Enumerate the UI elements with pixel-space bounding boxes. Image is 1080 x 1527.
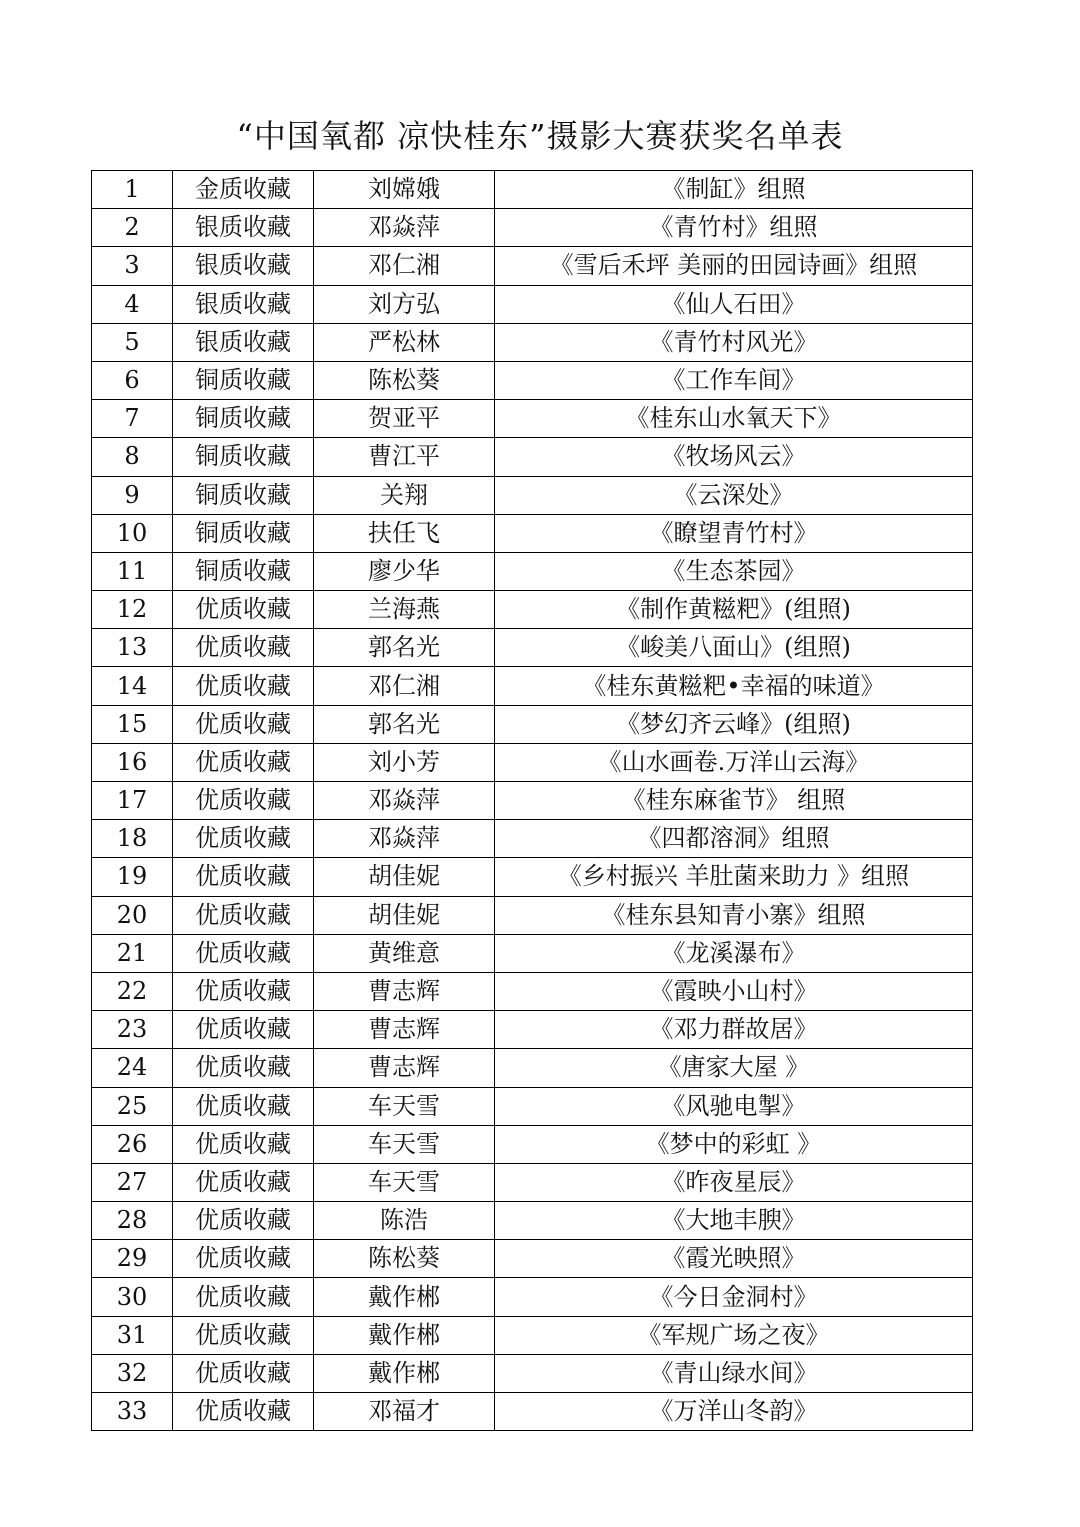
- cell-award-level: 银质收藏: [173, 209, 314, 247]
- table-row: [92, 285, 973, 323]
- table-row: [92, 820, 973, 858]
- cell-work-title: 《桂东麻雀节》 组照: [495, 782, 973, 820]
- cell-number: 14: [92, 667, 173, 705]
- cell-photographer: 刘嫦娥: [314, 171, 495, 209]
- cell-work-title: 《龙溪瀑布》: [495, 934, 973, 972]
- table-row: [92, 1011, 973, 1049]
- cell-award-level: 优质收藏: [173, 782, 314, 820]
- cell-work-title: 《仙人石田》: [495, 285, 973, 323]
- cell-photographer: 戴作郴: [314, 1316, 495, 1354]
- cell-work-title: 《牧场风云》: [495, 438, 973, 476]
- cell-award-level: 优质收藏: [173, 1011, 314, 1049]
- cell-award-level: 优质收藏: [173, 1316, 314, 1354]
- cell-work-title: 《青山绿水间》: [495, 1354, 973, 1392]
- table-row: [92, 1163, 973, 1201]
- cell-award-level: 银质收藏: [173, 247, 314, 285]
- cell-photographer: 邓焱萍: [314, 820, 495, 858]
- table-row: [92, 400, 973, 438]
- cell-work-title: 《军规广场之夜》: [495, 1316, 973, 1354]
- cell-photographer: 黄维意: [314, 934, 495, 972]
- cell-number: 25: [92, 1087, 173, 1125]
- cell-number: 24: [92, 1049, 173, 1087]
- cell-work-title: 《工作车间》: [495, 361, 973, 399]
- cell-photographer: 陈浩: [314, 1202, 495, 1240]
- cell-number: 9: [92, 476, 173, 514]
- table-row: [92, 896, 973, 934]
- cell-number: 26: [92, 1125, 173, 1163]
- cell-photographer: 邓仁湘: [314, 667, 495, 705]
- table-row: [92, 705, 973, 743]
- cell-work-title: 《梦幻齐云峰》(组照): [495, 705, 973, 743]
- cell-number: 19: [92, 858, 173, 896]
- cell-work-title: 《霞映小山村》: [495, 972, 973, 1010]
- cell-award-level: 优质收藏: [173, 743, 314, 781]
- cell-award-level: 优质收藏: [173, 705, 314, 743]
- cell-work-title: 《桂东山水氧天下》: [495, 400, 973, 438]
- cell-award-level: 银质收藏: [173, 323, 314, 361]
- cell-number: 21: [92, 934, 173, 972]
- table-row: [92, 171, 973, 209]
- cell-number: 3: [92, 247, 173, 285]
- cell-award-level: 铜质收藏: [173, 476, 314, 514]
- table-row: [92, 934, 973, 972]
- cell-photographer: 陈松葵: [314, 361, 495, 399]
- cell-work-title: 《桂东县知青小寨》组照: [495, 896, 973, 934]
- table-row: [92, 438, 973, 476]
- cell-photographer: 廖少华: [314, 552, 495, 590]
- cell-number: 11: [92, 552, 173, 590]
- cell-photographer: 陈松葵: [314, 1240, 495, 1278]
- cell-award-level: 铜质收藏: [173, 400, 314, 438]
- cell-award-level: 优质收藏: [173, 1354, 314, 1392]
- cell-work-title: 《桂东黄糍粑•幸福的味道》: [495, 667, 973, 705]
- table-row: [92, 514, 973, 552]
- table-row: [92, 247, 973, 285]
- cell-number: 31: [92, 1316, 173, 1354]
- cell-work-title: 《青竹村风光》: [495, 323, 973, 361]
- cell-photographer: 郭名光: [314, 705, 495, 743]
- table-row: [92, 1240, 973, 1278]
- cell-award-level: 优质收藏: [173, 1049, 314, 1087]
- table-row: [92, 476, 973, 514]
- cell-photographer: 胡佳妮: [314, 896, 495, 934]
- cell-photographer: 刘小芳: [314, 743, 495, 781]
- cell-photographer: 车天雪: [314, 1087, 495, 1125]
- cell-number: 12: [92, 591, 173, 629]
- cell-number: 13: [92, 629, 173, 667]
- cell-photographer: 贺亚平: [314, 400, 495, 438]
- cell-work-title: 《邓力群故居》: [495, 1011, 973, 1049]
- page-title: “中国氧都 凉快桂东”摄影大赛获奖名单表: [236, 117, 844, 155]
- cell-award-level: 优质收藏: [173, 972, 314, 1010]
- cell-award-level: 优质收藏: [173, 629, 314, 667]
- cell-photographer: 邓焱萍: [314, 209, 495, 247]
- table-row: [92, 209, 973, 247]
- cell-photographer: 邓仁湘: [314, 247, 495, 285]
- cell-work-title: 《四都溶洞》组照: [495, 820, 973, 858]
- cell-photographer: 曹志辉: [314, 1049, 495, 1087]
- cell-award-level: 优质收藏: [173, 1240, 314, 1278]
- cell-award-level: 优质收藏: [173, 667, 314, 705]
- cell-photographer: 胡佳妮: [314, 858, 495, 896]
- table-row: [92, 361, 973, 399]
- cell-number: 30: [92, 1278, 173, 1316]
- cell-number: 6: [92, 361, 173, 399]
- cell-number: 28: [92, 1202, 173, 1240]
- cell-award-level: 银质收藏: [173, 285, 314, 323]
- cell-work-title: 《峻美八面山》(组照): [495, 629, 973, 667]
- cell-award-level: 铜质收藏: [173, 514, 314, 552]
- cell-photographer: 兰海燕: [314, 591, 495, 629]
- cell-number: 5: [92, 323, 173, 361]
- cell-number: 22: [92, 972, 173, 1010]
- cell-number: 4: [92, 285, 173, 323]
- table-row: [92, 1354, 973, 1392]
- cell-number: 15: [92, 705, 173, 743]
- cell-number: 1: [92, 171, 173, 209]
- table-row: [92, 1278, 973, 1316]
- cell-award-level: 铜质收藏: [173, 438, 314, 476]
- cell-number: 20: [92, 896, 173, 934]
- cell-award-level: 优质收藏: [173, 896, 314, 934]
- table-row: [92, 1316, 973, 1354]
- cell-photographer: 车天雪: [314, 1163, 495, 1201]
- cell-work-title: 《生态茶园》: [495, 552, 973, 590]
- cell-work-title: 《雪后禾坪 美丽的田园诗画》组照: [495, 247, 973, 285]
- cell-work-title: 《万洋山冬韵》: [495, 1393, 973, 1431]
- cell-award-level: 优质收藏: [173, 591, 314, 629]
- table-row: [92, 323, 973, 361]
- cell-work-title: 《霞光映照》: [495, 1240, 973, 1278]
- cell-work-title: 《制缸》组照: [495, 171, 973, 209]
- cell-number: 16: [92, 743, 173, 781]
- cell-number: 29: [92, 1240, 173, 1278]
- cell-photographer: 车天雪: [314, 1125, 495, 1163]
- table-row: [92, 1202, 973, 1240]
- cell-award-level: 优质收藏: [173, 1202, 314, 1240]
- table-row: [92, 591, 973, 629]
- cell-photographer: 关翔: [314, 476, 495, 514]
- cell-photographer: 严松林: [314, 323, 495, 361]
- cell-photographer: 邓焱萍: [314, 782, 495, 820]
- table-row: [92, 1087, 973, 1125]
- cell-work-title: 《风驰电掣》: [495, 1087, 973, 1125]
- cell-award-level: 优质收藏: [173, 1163, 314, 1201]
- cell-photographer: 戴作郴: [314, 1278, 495, 1316]
- cell-work-title: 《云深处》: [495, 476, 973, 514]
- table-row: [92, 858, 973, 896]
- cell-award-level: 优质收藏: [173, 1278, 314, 1316]
- table-row: [92, 972, 973, 1010]
- awards-table-body: [92, 171, 973, 1431]
- cell-photographer: 郭名光: [314, 629, 495, 667]
- table-row: [92, 743, 973, 781]
- cell-award-level: 优质收藏: [173, 1125, 314, 1163]
- cell-work-title: 《瞭望青竹村》: [495, 514, 973, 552]
- table-row: [92, 629, 973, 667]
- cell-work-title: 《昨夜星辰》: [495, 1163, 973, 1201]
- cell-photographer: 邓福才: [314, 1393, 495, 1431]
- cell-number: 17: [92, 782, 173, 820]
- cell-number: 10: [92, 514, 173, 552]
- cell-work-title: 《梦中的彩虹 》: [495, 1125, 973, 1163]
- cell-number: 7: [92, 400, 173, 438]
- cell-number: 2: [92, 209, 173, 247]
- cell-number: 18: [92, 820, 173, 858]
- cell-number: 33: [92, 1393, 173, 1431]
- table-row: [92, 1393, 973, 1431]
- cell-work-title: 《大地丰腴》: [495, 1202, 973, 1240]
- cell-work-title: 《制作黄糍粑》(组照): [495, 591, 973, 629]
- cell-photographer: 扶任飞: [314, 514, 495, 552]
- cell-award-level: 优质收藏: [173, 1393, 314, 1431]
- cell-work-title: 《青竹村》组照: [495, 209, 973, 247]
- table-row: [92, 667, 973, 705]
- cell-award-level: 优质收藏: [173, 820, 314, 858]
- cell-number: 27: [92, 1163, 173, 1201]
- cell-work-title: 《山水画卷.万洋山云海》: [495, 743, 973, 781]
- cell-work-title: 《唐家大屋 》: [495, 1049, 973, 1087]
- cell-number: 23: [92, 1011, 173, 1049]
- cell-photographer: 曹志辉: [314, 1011, 495, 1049]
- cell-award-level: 铜质收藏: [173, 361, 314, 399]
- cell-award-level: 优质收藏: [173, 934, 314, 972]
- cell-award-level: 优质收藏: [173, 1087, 314, 1125]
- cell-number: 32: [92, 1354, 173, 1392]
- cell-award-level: 铜质收藏: [173, 552, 314, 590]
- table-row: [92, 782, 973, 820]
- cell-work-title: 《乡村振兴 羊肚菌来助力 》组照: [495, 858, 973, 896]
- cell-number: 8: [92, 438, 173, 476]
- cell-photographer: 曹江平: [314, 438, 495, 476]
- cell-photographer: 刘方弘: [314, 285, 495, 323]
- cell-work-title: 《今日金洞村》: [495, 1278, 973, 1316]
- cell-photographer: 戴作郴: [314, 1354, 495, 1392]
- cell-award-level: 优质收藏: [173, 858, 314, 896]
- awards-table: [91, 170, 973, 1431]
- cell-photographer: 曹志辉: [314, 972, 495, 1010]
- table-row: [92, 1049, 973, 1087]
- table-row: [92, 552, 973, 590]
- cell-award-level: 金质收藏: [173, 171, 314, 209]
- table-row: [92, 1125, 973, 1163]
